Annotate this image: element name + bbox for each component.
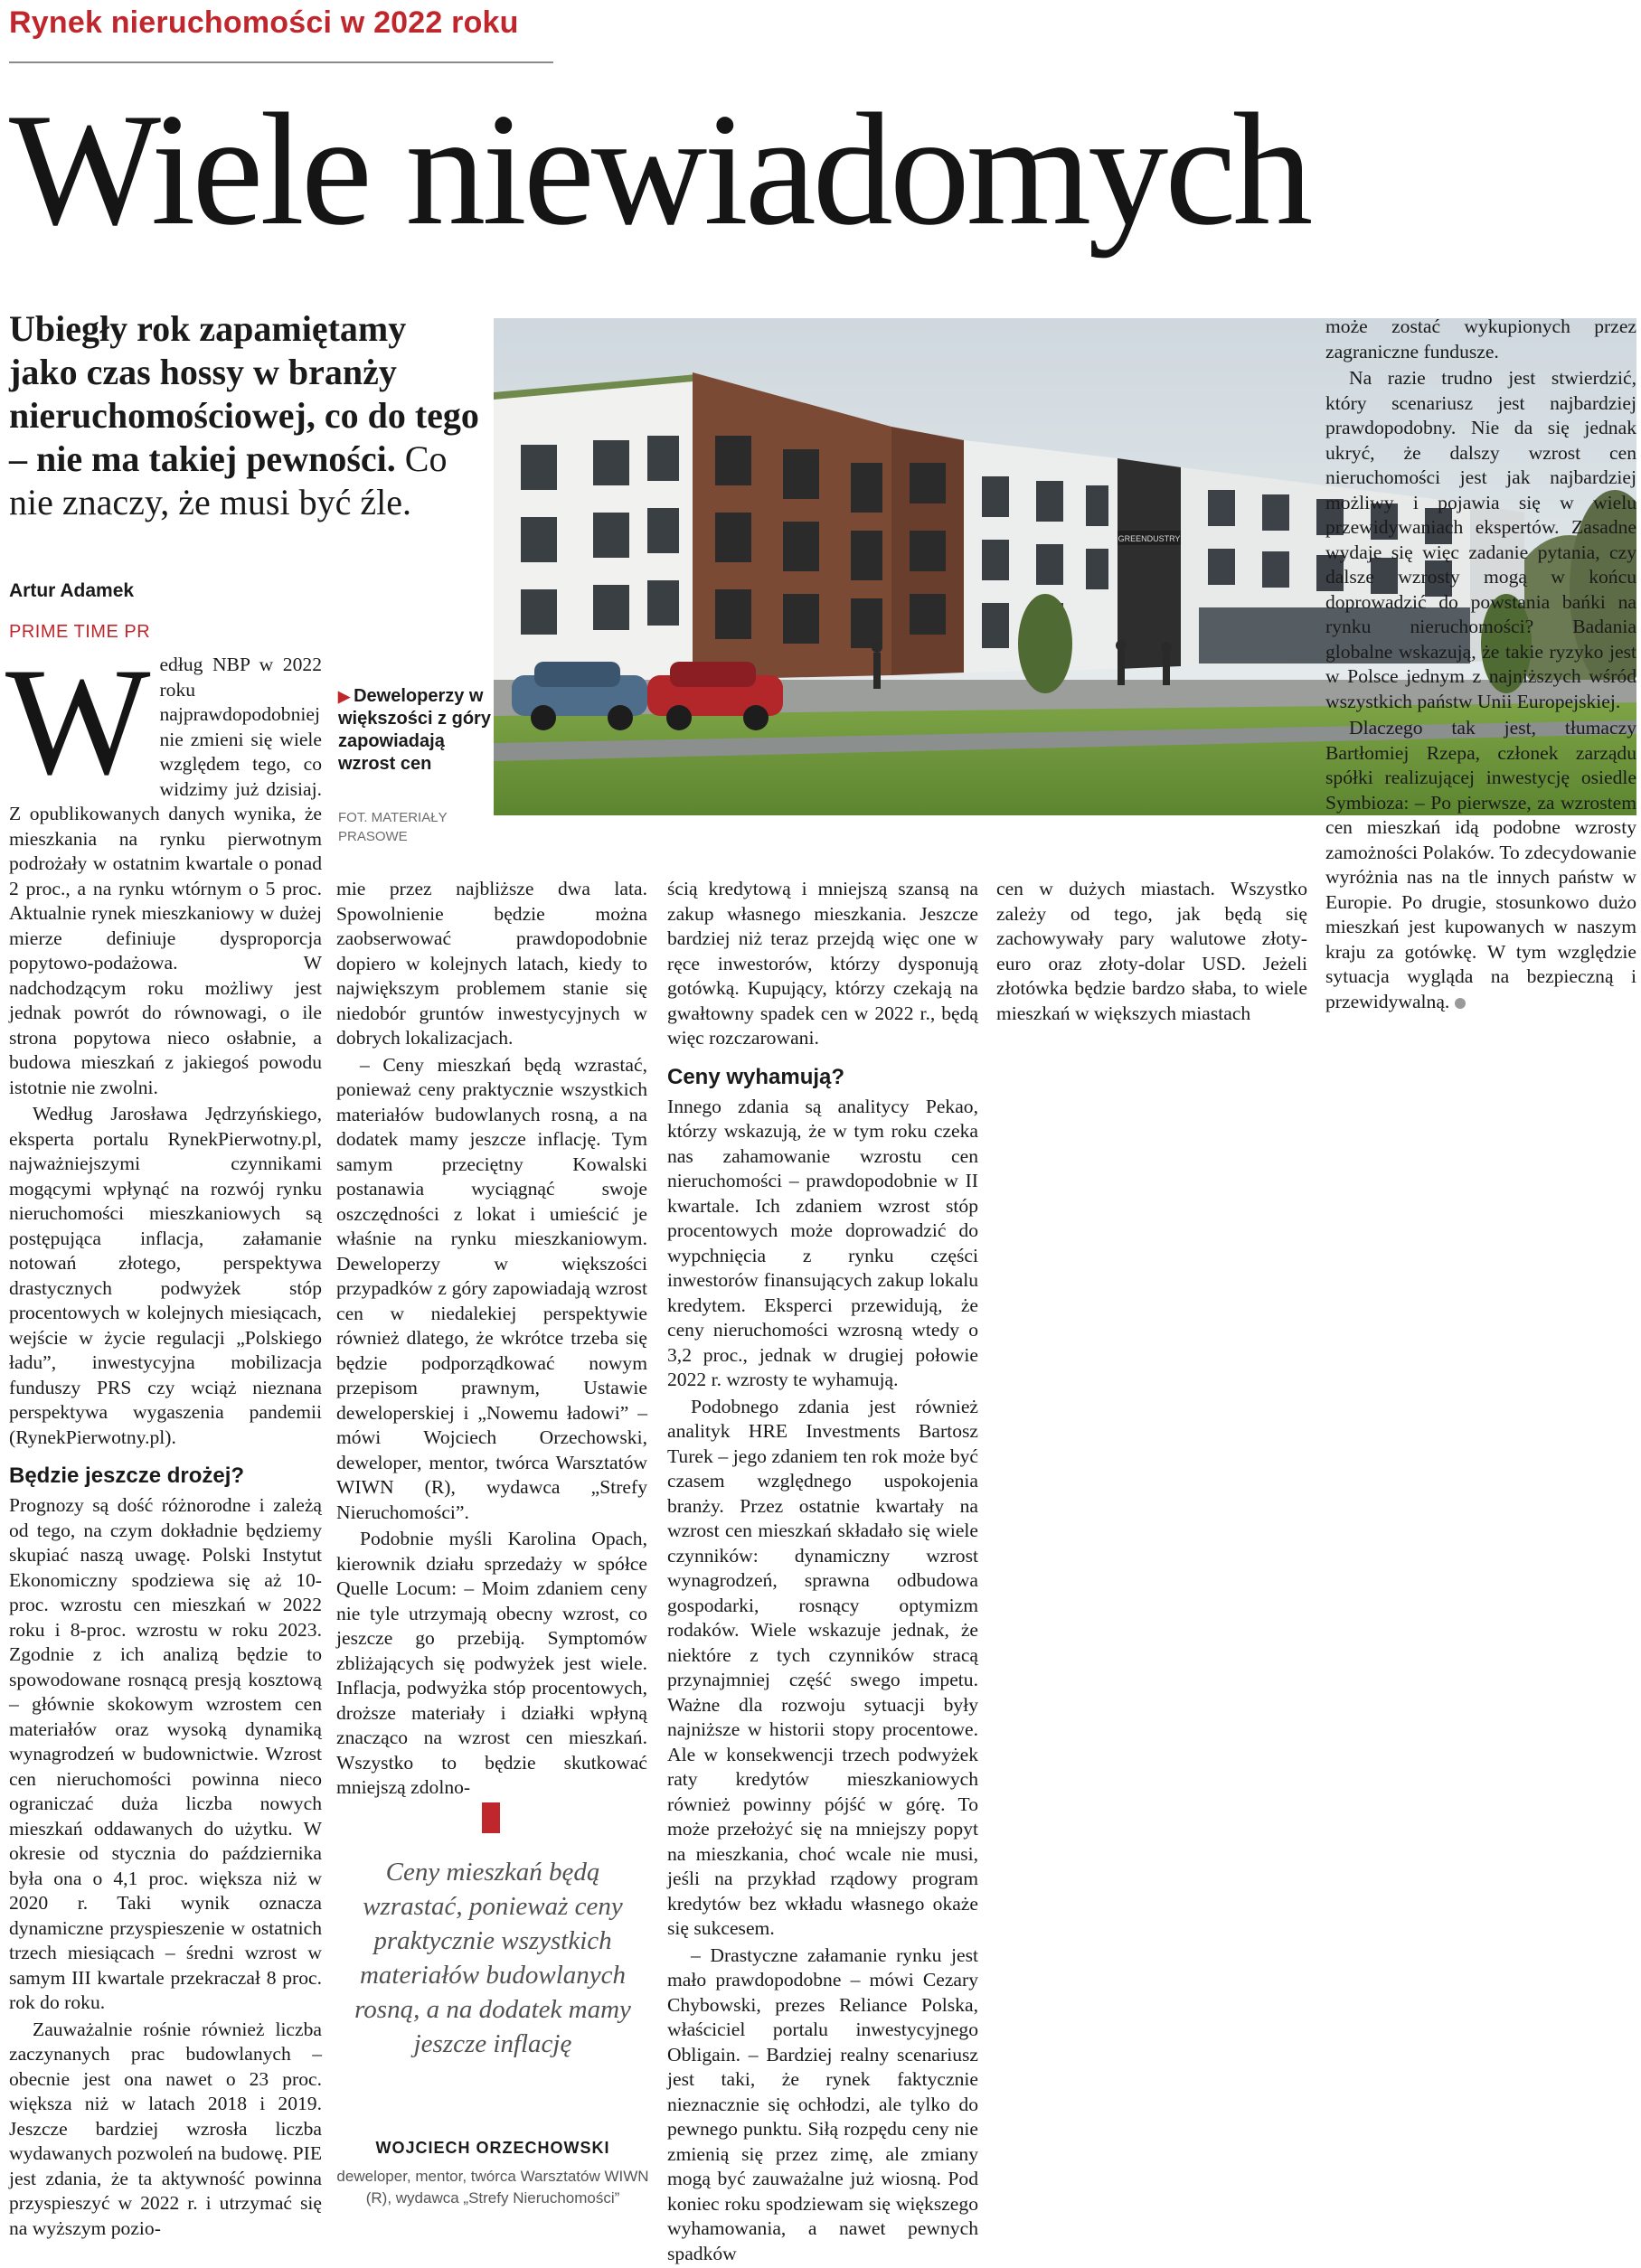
author-name: Artur Adamek <box>9 580 135 601</box>
paragraph: cen w dużych miastach. Wszystko zależy od tego, jak będą się zachowywały pary walutowe złoty-euro oraz złoty-dolar USD. Jeżeli złotówka będzie bardzo słaba, to wiele mieszkań w większych miastach <box>996 878 1307 1024</box>
photo-caption <box>338 685 492 776</box>
paragraph: – Ceny mieszkań będą wzrastać, ponieważ ceny praktycznie wszystkich materiałów budowlanych rosną, a na dodatek mamy jeszcze inflację. Tym samym przeciętny Kowalski postanawia wyciągnąć swoje oszczędności z lokat i umieścić je właśnie na rynku mieszkaniowym. Deweloperzy w większości przypadków z góry zapowiadają wzrost cen w niedalekiej perspektywie również dlatego, że wkrótce trzeba się będzie podporządkować nowym przepisom prawnym, Ustawie deweloperskiej i „Nowemu ładowi” – mówi Wojciech Orzechowski, deweloper, mentor, twórca Warsztatów WIWN (R), wydawca „Strefy Nieruchomości”. <box>336 1053 647 1523</box>
paragraph: Prognozy są dość różnorodne i zależą od tego, na czym dokładnie będziemy skupiać naszą uwagę. Polski Instytut Ekonomiczny spodziewa się aż 10-proc. wzrostu cen mieszkań w 2022 roku i 8-proc. wzrostu w roku 2023. Zgodnie z ich analizą będzie to spowodowane rosnącą presją kosztową – głównie skokowym wzrostem cen materiałów oraz wysoką dynamiką wynagrodzeń w budownictwie. Wzrost cen nieruchomości powinna nieco ograniczać duża liczba nowych mieszkań oddawanych do użytku. W okresie od stycznia do października była ona o 4,1 proc. większa niż w 2020 r. Taki wynik oznacza dynamiczne przyspieszenie w ostatnich trzech miesiącach – średni wzrost w samym III kwartale przekraczał 8 proc. rok do roku. <box>9 1494 322 2013</box>
headline: Wiele niewiadomych <box>9 80 1310 259</box>
caption-text: Deweloperzy w większości z góry zapowiadają wzrost cen <box>338 686 491 774</box>
column-1 <box>5 636 323 2243</box>
paragraph: Zauważalnie rośnie również liczba zaczynanych prac budowlanych – obecnie jest ona nawet o 23 proc. większa niż w latach 2018 i 2019. Jeszcze bardziej wzrosła liczba wydawanych pozwoleń na budowę. PIE jest zdania, że ta aktywność powinna przyspieszyć w 2022 r. i utrzymać się na wyższym pozio- <box>9 2018 323 2239</box>
building-sign: GREENDUSTRY <box>1118 534 1181 543</box>
column-3 <box>667 877 978 2268</box>
column-2 <box>336 877 647 1802</box>
section-label: Rynek nieruchomości w 2022 roku <box>9 5 519 40</box>
column-5 <box>1325 315 1636 1016</box>
lead-regular: Co nie znaczy, że musi być źle. <box>9 438 448 522</box>
author-organization: PRIME TIME PR <box>9 622 151 642</box>
paragraph: Podobnie myśli Karolina Opach, kierownik działu sprzedaży w spółce Quelle Locum: – Moim zdaniem ceny nie tyle utrzymają obecny wzrost, co jeszcze go przebiją. Symptomów zbliżających się podwyżek jest wiele. Inflacja, podwyżka stóp procentowych, droższe materiały i działki wpłyną znacząco na wzrost cen mieszkań. Wszystko to będzie skutkować mniejszą zdolno- <box>336 1528 647 1798</box>
column-4 <box>996 877 1307 1028</box>
paragraph: Podobnego zdania jest również analityk HRE Investments Bartosz Turek – jego zdaniem ten rok może być czasem względnego uspokojenia branży. Przez ostatnie kwartały na wzrost cen mieszkań składało się wiele czynników: dynamiczny wzrost wynagrodzeń, sprawna odbudowa gospodarki, rosnący optymizm rodaków. Wiele wskazuje jednak, że niektóre z tych czynników stracą przynajmniej część swego impetu. Ważne dla rozwoju sytuacji były najniższe w historii stopy procentowe. Ale w konsekwencji trzech podwyżek raty kredytów mieszkaniowych również powinny pójść w górę. To może przełożyć się na mniejszy popyt na mieszkania, choć wcale nie musi, jeśli na przykład rządowy program kredytów bez wkładu własnego okaże się sukcesem. <box>667 1395 978 1939</box>
lead-bold: Ubiegły rok zapamiętamy jako czas hossy w branży nieruchomościowej, co do tego – nie ma takiej pewności. <box>9 308 479 479</box>
quote-author: WOJCIECH ORZECHOWSKI <box>375 2139 610 2157</box>
subheading-1: Będzie jeszcze drożej? <box>9 1463 245 1488</box>
paragraph: Na razie trudno jest stwierdzić, który scenariusz jest najbardziej prawdopodobny. Nie da się jednak ukryć, że dalszy wzrost cen nieruchomości jest jak najbardziej możliwy i pojawia się w wielu przewidywaniach ekspertów. Zasadne wydaje się więc zadanie pytania, czy dalsze wzrosty mogą w końcu doprowadzić do powstania bańki na rynku nieruchomości? Badania globalne wskazują, że takie ryzyko jest w Polsce jednym z najniższych wśród wszystkich państw Unii Europejskiej. <box>1325 367 1636 712</box>
caption-triangle-icon: ▶ <box>338 688 351 705</box>
paragraph <box>1325 716 1636 1014</box>
end-of-article-icon <box>1455 998 1466 1009</box>
quote-marker <box>482 1802 500 1833</box>
drop-cap: W <box>5 636 151 806</box>
paragraph: mie przez najbliższe dwa lata. Spowolnienie będzie można zaobserwować prawdopodobnie dopiero w kolejnych latach, kiedy to największym problemem stanie się niedobór gruntów inwestycyjnych w dobrych lokalizacjach. <box>336 878 647 1049</box>
closing-text: Dlaczego tak jest, tłumaczy Bartłomiej Rzepa, członek zarządu spółki realizującej inwestycję osiedle Symbioza: – Po pierwsze, za wzrostem cen mieszkań idą podobne wzrosty zamożności Polaków. To zdecydowanie wyróżnia nas na tle innych państw w Europie. Po drugie, stosunkowo dużo mieszkań jest kupowanych w naszym kraju za gotówkę. W tym względzie sytuacja wygląda na bezpieczną i przewidywalną. <box>1325 717 1636 1012</box>
pull-quote: Ceny mieszkań będą wzrastać, ponieważ ceny praktycznie wszystkich materiałów budowlanych rosną, a na dodatek mamy jeszcze inflację <box>354 1858 631 2058</box>
paragraph: ścią kredytową i mniejszą szansą na zakup własnego mieszkania. Jeszcze bardziej niż teraz przejdą więc one w ręce inwestorów, którzy dysponują gotówką. Kupujący, którzy czekają na gwałtowny spadek cen w 2022 r., będą więc rozczarowani. <box>667 878 978 1049</box>
paragraph: – Drastyczne załamanie rynku jest mało prawdopodobne – mówi Cezary Chybowski, prezes Reliance Polska, właściciel portalu inwestycyjnego Obligain. – Bardziej realny scenariusz jest taki, że rynek faktycznie nieznacznie się ochłodzi, ale tylko do pewnego punktu. Siłą rozpędu ceny nie zmienią się przez zimę, ale zmiany mogą być zauważalne już wiosną. Pod koniec roku spodziewam się większego wyhamowania, a nawet pewnych spadków <box>667 1943 978 2264</box>
paragraph: edług NBP w 2022 roku najprawdopodobniej nie zmieni się wiele względem tego, co widzimy już dzisiaj. Z opublikowanych danych wynika, że mieszkania na rynku pierwotnym podrożały w ostatnim kwartale o ponad 2 proc., a na rynku wtórnym o 5 proc. Aktualnie rynek mieszkaniowy w dużej mierze definiuje dysproporcja popytowo-podażowa. W nadchodzącym roku możliwy jest jednak powrót do równowagi, o ile strona popytowa nieco osłabnie, a budowa mieszkań z jakiegoś powodu istotnie nie zwolni. <box>9 654 322 1098</box>
lead-paragraph <box>9 307 479 524</box>
section-divider <box>9 61 553 63</box>
paragraph: może zostać wykupionych przez zagraniczne fundusze. <box>1325 315 1636 362</box>
paragraph: Innego zdania są analitycy Pekao, którzy wskazują, że w tym roku czeka nas zahamowanie wzrostu cen nieruchomości – prawdopodobnie w II kwartale. Ich zdaniem wzrost stóp procentowych może doprowadzić do wypchnięcia z rynku części inwestorów finansujących zakup lokalu kredytem. Eksperci przewidują, że ceny nieruchomości wzrosną wtedy o 3,2 proc., jednak w drugiej połowie 2022 r. wzrosty te wyhamują. <box>667 1095 978 1390</box>
paragraph: Według Jarosława Jędrzyńskiego, eksperta portalu RynekPierwotny.pl, najważniejszymi czynnikami mogącymi wpłynąć na rozwój rynku nieruchomości mieszkaniowych są postępująca inflacja, załamanie notowań złotego, perspektywa drastycznych podwyżek stóp procentowych w kolejnych miesiącach, wejście w życie regulacji „Polskiego ładu”, inwestycyjna mobilizacja funduszy PRS czy wciąż nieznana perspektywa wygaszenia pandemii (RynekPierwotny.pl). <box>9 1103 322 1448</box>
subheading-2: Ceny wyhamują? <box>667 1064 845 1089</box>
photo-credit: FOT. MATERIAŁY PRASOWE <box>338 810 448 844</box>
quote-author-role: deweloper, mentor, twórca Warsztatów WIWN (R), wydawca „Strefy Nieruchomości” <box>336 2168 649 2207</box>
